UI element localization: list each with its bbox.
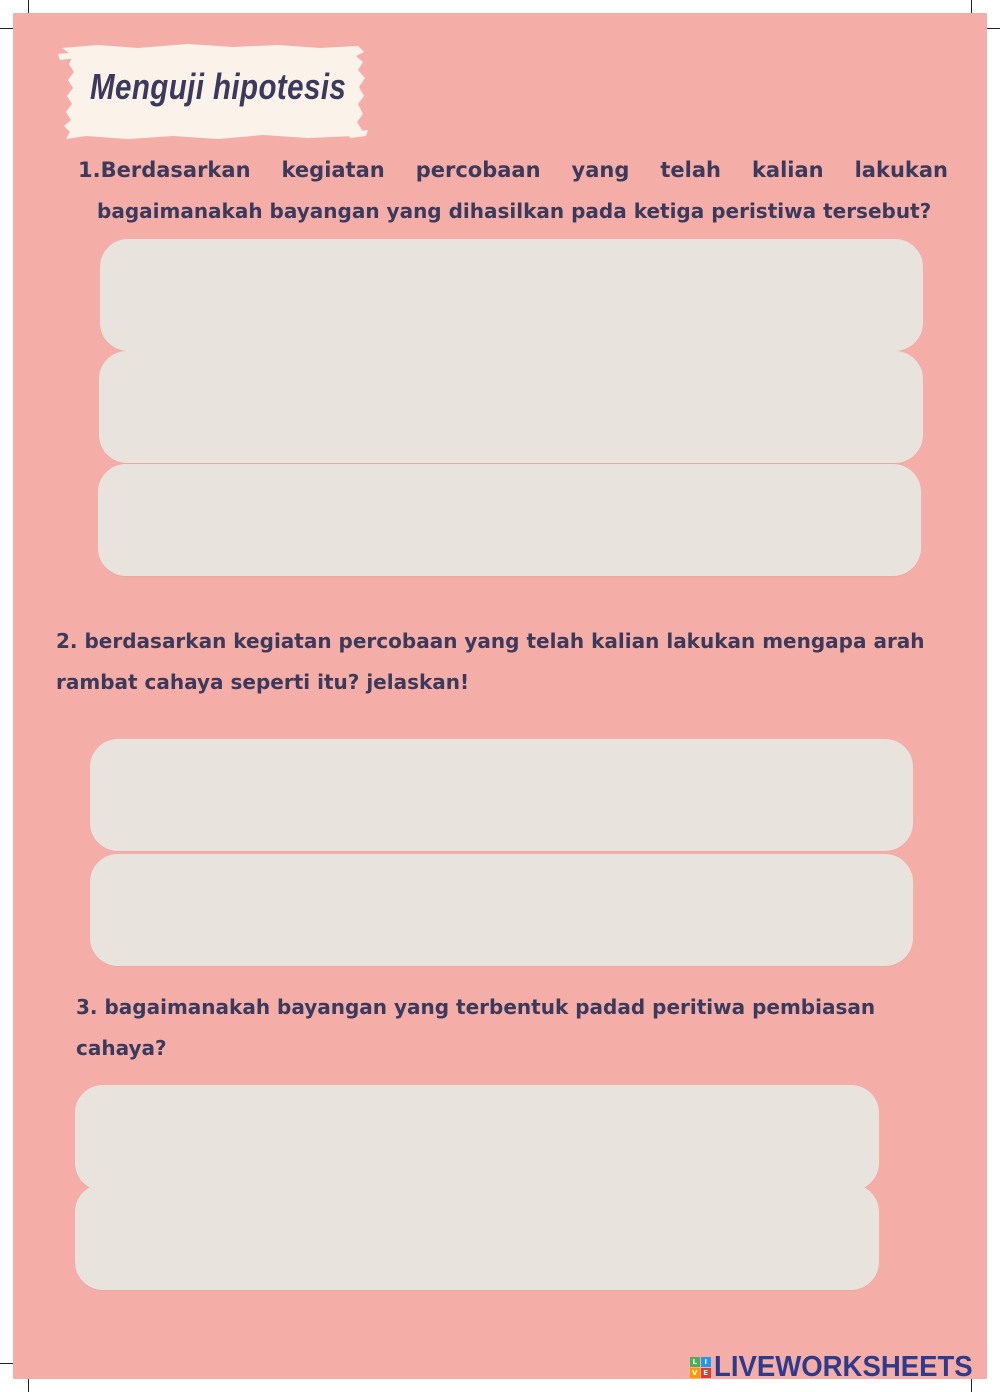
question-3: 3. bagaimanakah bayangan yang terbentuk padad peritiwa pembiasan cahaya? bbox=[76, 995, 876, 1060]
answer-box-q1-2[interactable] bbox=[99, 351, 923, 463]
crop-mark-bottom-left bbox=[28, 1379, 29, 1392]
crop-mark-top-left bbox=[28, 0, 29, 13]
question-2: 2. berdasarkan kegiatan percobaan yang telah kalian lakukan mengapa arah rambat cahaya seperti itu? jelaskan! bbox=[56, 629, 925, 694]
answer-box-q2-1[interactable] bbox=[90, 739, 913, 851]
question-1-line-1 bbox=[78, 150, 948, 191]
liveworksheets-logo[interactable] bbox=[690, 1352, 986, 1382]
answer-box-q3-1[interactable] bbox=[75, 1085, 879, 1191]
question-1-word: lakukan bbox=[854, 158, 948, 182]
question-1-word: yang bbox=[571, 158, 630, 182]
question-1-line-2: bagaimanakah bayangan yang dihasilkan pada ketiga peristiwa tersebut? bbox=[97, 199, 932, 223]
question-1-word: percobaan bbox=[415, 158, 541, 182]
question-1-word: telah bbox=[660, 158, 721, 182]
liveworksheets-logo-text: LIVEWORKSHEETS bbox=[713, 1350, 973, 1383]
answer-box-q3-2[interactable] bbox=[75, 1184, 879, 1290]
crop-mark-right-top bbox=[987, 28, 1000, 29]
crop-mark-top-right bbox=[971, 0, 972, 13]
answer-box-q2-2[interactable] bbox=[90, 854, 913, 966]
crop-mark-left-top bbox=[0, 28, 13, 29]
question-1-word: 1.Berdasarkan bbox=[78, 158, 251, 182]
question-1-word: kalian bbox=[751, 158, 824, 182]
liveworksheets-logo-icon: L I V E bbox=[690, 1357, 711, 1378]
question-1-word: kegiatan bbox=[281, 158, 385, 182]
crop-mark-left-bottom bbox=[0, 1363, 13, 1364]
worksheet-title: Menguji hipotesis bbox=[90, 66, 347, 107]
answer-box-q1-3[interactable] bbox=[98, 464, 921, 576]
answer-box-q1-1[interactable] bbox=[100, 239, 923, 351]
